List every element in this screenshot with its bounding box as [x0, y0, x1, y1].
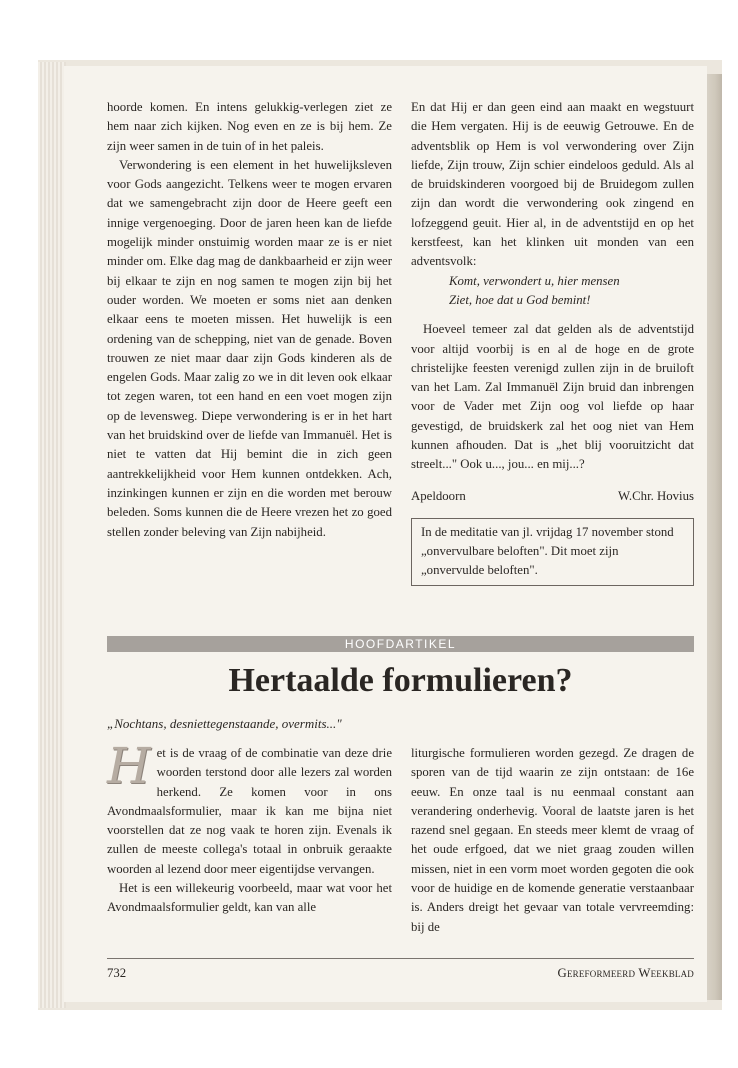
correction-notice: In de meditatie van jl. vrijdag 17 november stond „onvervulbare beloften". Dit moet zijn „onvervulde beloften".	[411, 518, 694, 586]
dropcap-letter: H	[107, 737, 151, 795]
article-bottom-left-column	[107, 737, 392, 918]
paragraph	[107, 737, 392, 879]
paragraph: Het is een willekeurig voorbeeld, maar wat voor het Avondmaalsformulier geldt, kan van alle	[107, 881, 392, 915]
page-number: 732	[107, 966, 127, 980]
article-bottom-right-column	[411, 744, 694, 937]
section-label: HOOFDARTIKEL	[344, 637, 457, 651]
paragraph: Verwondering is een element in het huwelijksleven voor Gods aangezicht. Telkens weer te mogen ervaren dat we samengebracht zijn door de Heere geeft een innige vergenoeging. Door de jaren heen kan de liefde mogelijk minder onstuimig worden maar ze is er niet minder om. Elke dag mag de dankbaarheid er zijn weer bij elkaar te zijn en nog samen te mogen zijn bij het ouder worden. We moeten er soms niet aan denken elkaar eens te moeten missen. Het huwelijk is een ordening van de schepping, niet van de genade. Boven trouwen ze niet maar daar zijn Gods kinderen als de engelen Gods. Maar zalig zo we in dit leven ook elkaar tot zegen waren, tot een hand en een voet mogen zijn op de levensweg. Diepe verwondering is er in het hart van het bruidskind over de liefde van Immanuël. Het is niet te vatten dat Hij bemint die in zich geen aantrekkelijkheid voor Hem kunnen ontdekken. Ach, inzinkingen kunnen er zijn en die worden met berouw beleden. Soms kunnen die de Heere vrezen het zo goed stellen zonder beleving van Zijn nabijheid.	[107, 157, 392, 539]
paragraph: hoorde komen. En intens gelukkig-verlegen ziet ze hem naar zich kijken. Nog even en ze is bij hem. Ze zijn weer samen in de tuin of in het paleis.	[107, 100, 392, 153]
poem-line: Ziet, hoe dat u God bemint!	[449, 292, 591, 307]
paragraph: En dat Hij er dan geen eind aan maakt en wegstuurt die Hem vergaten. Hij is de eeuwig Getrouwe. En de adventsblik op Hem is vol verwondering over Zijn liefde, Zijn trouw, Zijn schier eindeloos geduld. Als al de bruidskinderen voorgoed bij de Bruidegom zullen zijn dan wordt die verwondering ook zingend en lofzeggend geuit. Hier al, in de adventstijd en op het kerstfeest, kan het klinken uit monden van een adventsvolk:	[411, 100, 694, 269]
article-subheadline: „Nochtans, desniettegenstaande, overmits..."	[107, 716, 342, 731]
signature-line	[411, 487, 694, 506]
paragraph-text: et is de vraag of de combinatie van deze drie woorden terstond door alle lezers zal worden herkend. Ze komen voor in ons Avondmaalsformulier, maar ik kan me bijna niet voorstellen dat ze nog vaak te horen zijn. Evenals ik zullen de meeste collega's totaal in onbruik geraakte woorden al lezend door meer eigentijdse vervangen.	[107, 746, 392, 876]
section-bar	[107, 636, 694, 652]
page-edges	[38, 62, 66, 1008]
poem-line: Komt, verwondert u, hier mensen	[449, 273, 620, 288]
poem-quote	[411, 272, 694, 311]
page-right-edge	[705, 74, 722, 1000]
footer-rule	[107, 958, 694, 959]
article-headline: Hertaalde formulieren?	[228, 662, 573, 699]
place-name: Apeldoorn	[411, 488, 466, 503]
article-top-right-column	[411, 98, 694, 586]
article-top-left-column	[107, 98, 392, 542]
journal-name: Gereformeerd Weekblad	[557, 966, 694, 980]
author-name: W.Chr. Hovius	[618, 488, 694, 503]
paragraph: liturgische formulieren worden gezegd. Ze dragen de sporen van de tijd waarin ze zijn ontstaan: de 16e eeuw. En onze taal is nu eenmaal constant aan verandering onderhevig. Vooral de laatste jaren is het razend snel gegaan. En steeds meer klemt de vraag of het oude erfgoed, dat we niet graag zouden willen missen, niet in een vorm moet worden gegoten die ook voor de huidige en de komende generatie verstaanbaar is. Anders dreigt het gevaar van totale vervreemding: bij de	[411, 746, 694, 934]
paragraph: Hoeveel temeer zal dat gelden als de adventstijd voor altijd voorbij is en al de hoge en de grote christelijke feesten verenigd zullen zijn in de bruiloft van het Lam. Zal Immanuël Zijn bruid dan inbrengen voor de Vader met Zijn oog vol liefde op haar gevestigd, de bruidskerk zal het oog niet van Hem kunnen afhouden. Dat is „het blij vooruitzicht dat streelt..." Ook u..., jou... en mij...?	[411, 322, 694, 472]
